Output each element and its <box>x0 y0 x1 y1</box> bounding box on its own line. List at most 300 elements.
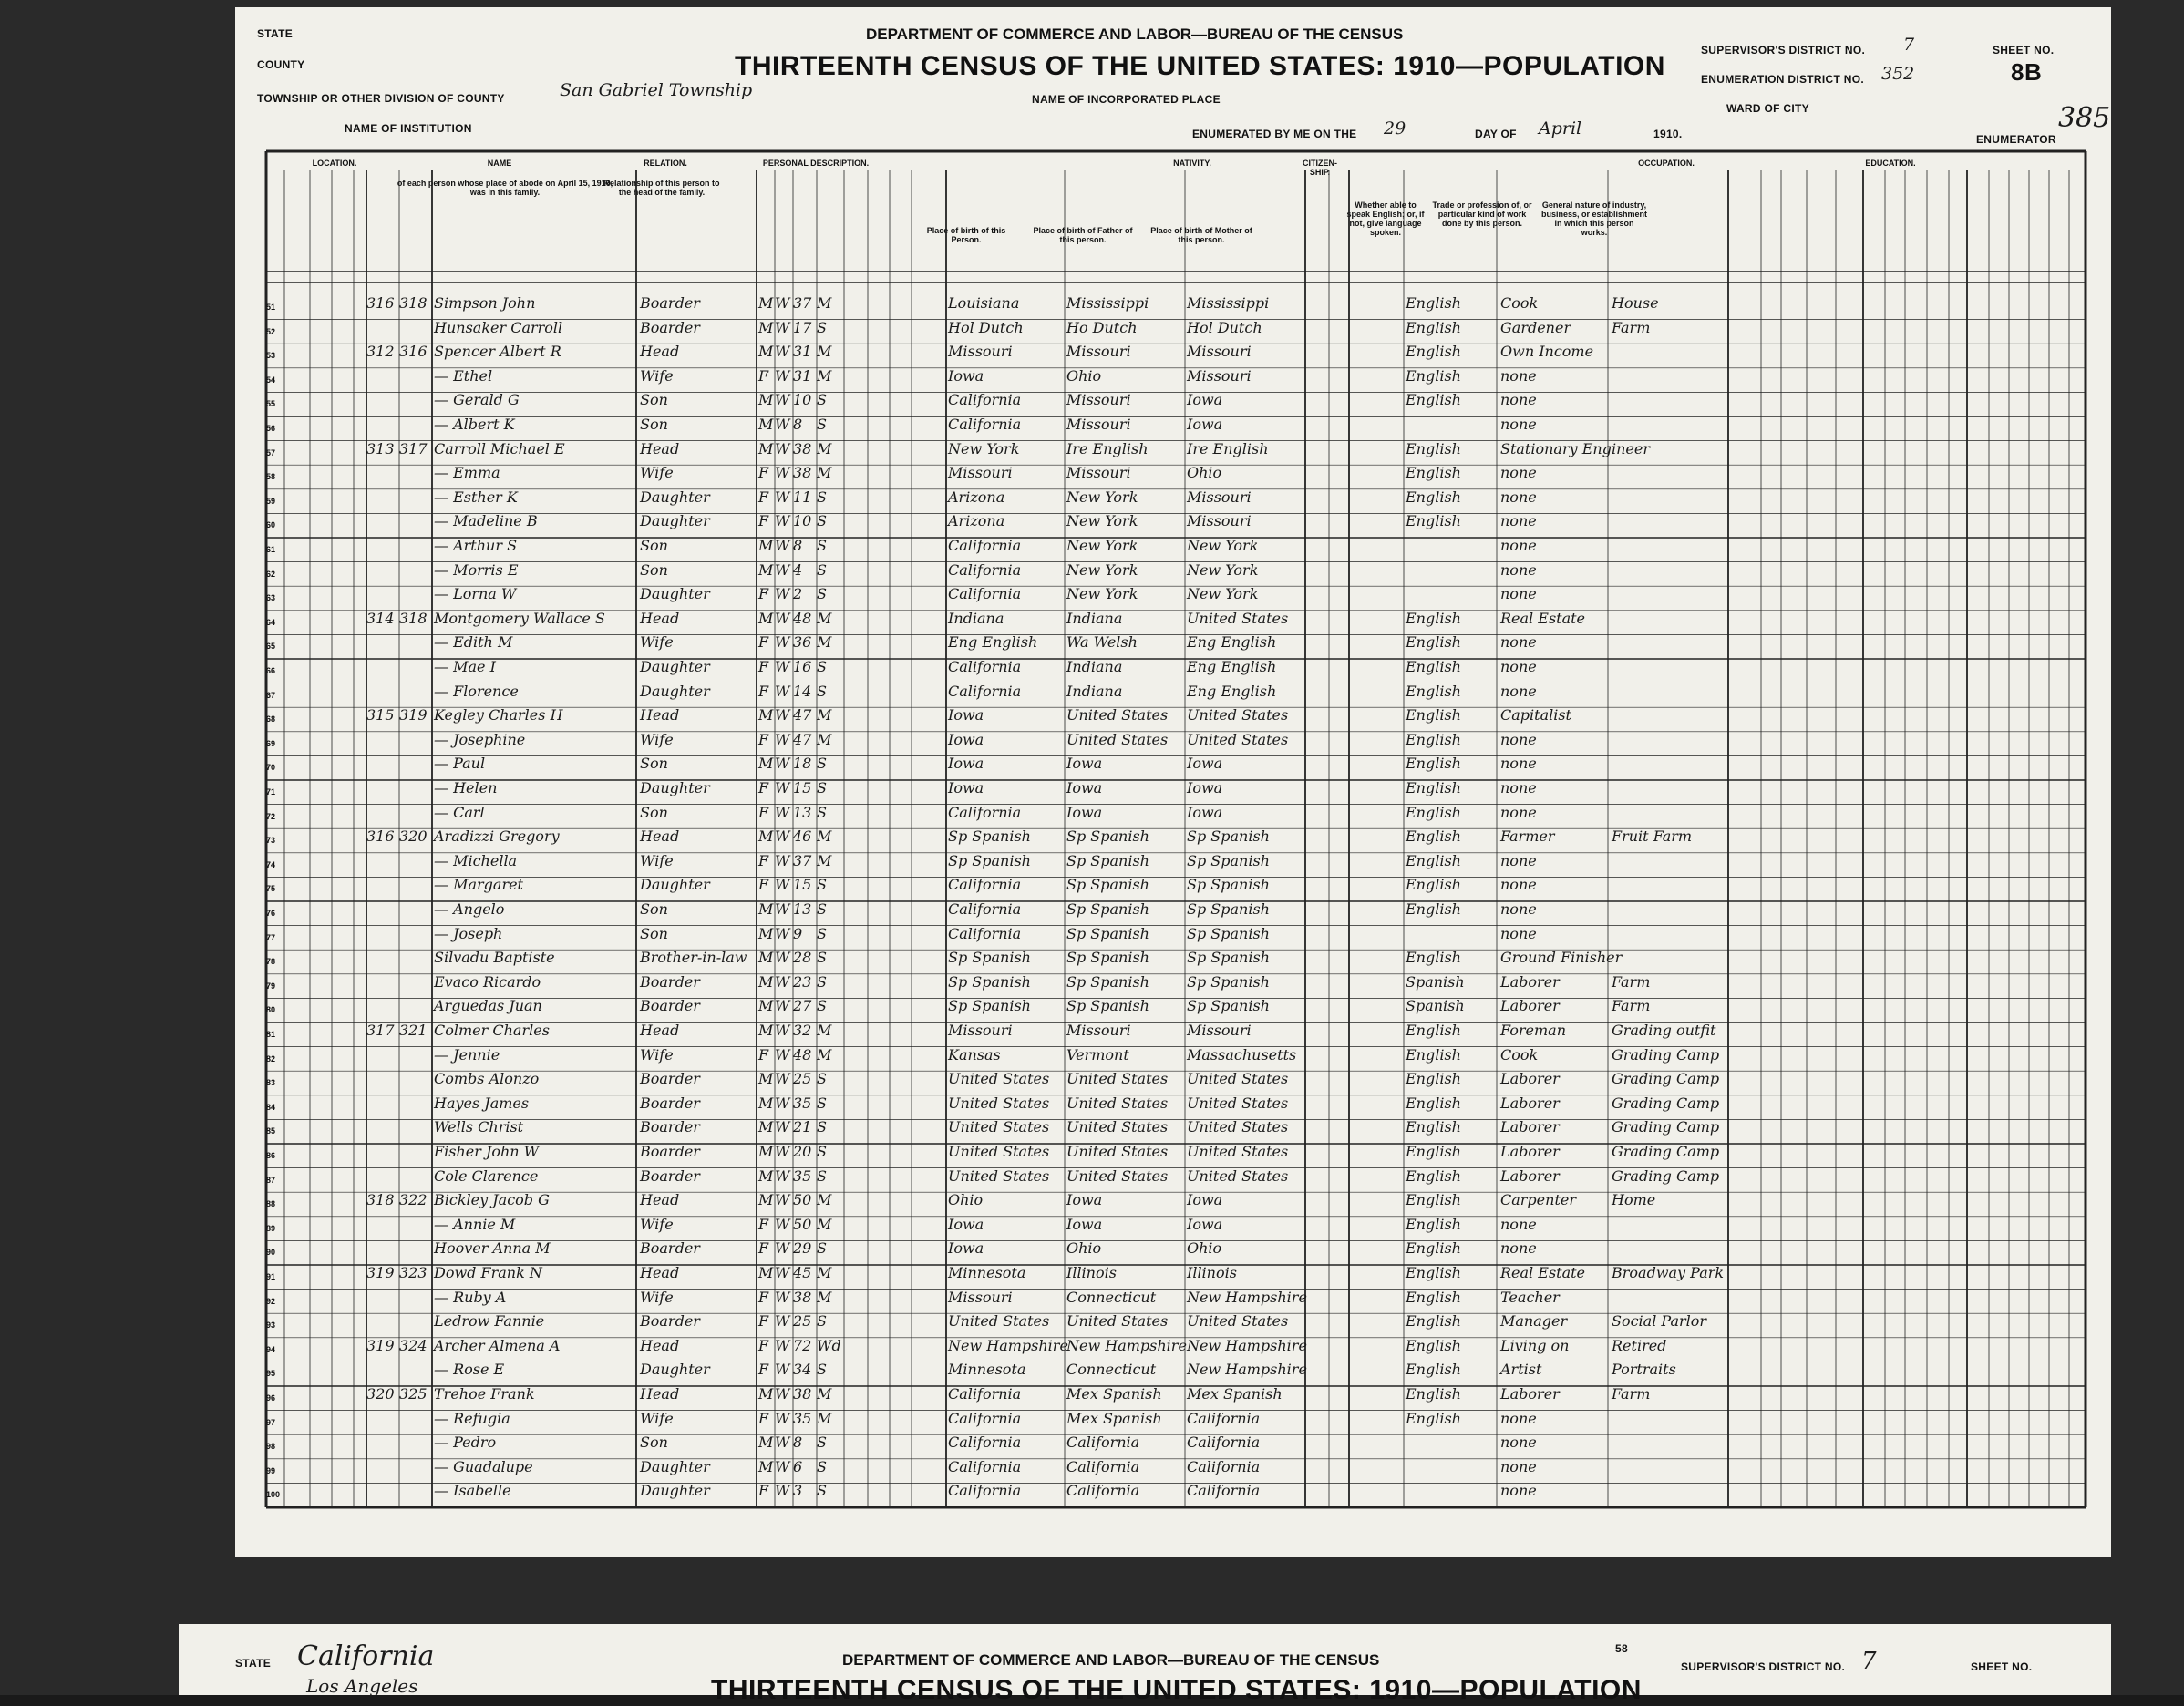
cell-trade: none <box>1500 391 1537 409</box>
group-personal: PERSONAL DESCRIPTION. <box>762 159 870 168</box>
cell-trade: Laborer <box>1500 1118 1560 1136</box>
cell-sex: M <box>758 294 774 312</box>
cell-born: United States <box>948 1312 1050 1331</box>
cell-marital: S <box>817 972 827 991</box>
cell-sex: M <box>758 318 774 336</box>
cell-born: California <box>948 803 1022 821</box>
cell-mother: New York <box>1187 537 1259 554</box>
cell-sex: F <box>758 633 769 652</box>
cell-sex: M <box>758 609 774 627</box>
cell-born: Ohio <box>948 1191 984 1209</box>
cell-born: Sp Spanish <box>948 949 1031 967</box>
cell-father: Sp Spanish <box>1066 876 1149 894</box>
cell-name: — Paul <box>434 755 486 773</box>
cell-father: Sp Spanish <box>1066 851 1149 869</box>
cell-lang: English <box>1406 730 1461 748</box>
cell-trade: none <box>1500 512 1537 530</box>
cell-age: 15 <box>793 779 812 796</box>
cell-trade: none <box>1500 1482 1537 1500</box>
cell-marital: S <box>817 1094 827 1112</box>
ward-label: WARD OF CITY <box>1726 102 1809 115</box>
cell-name: Archer Almena A <box>434 1336 561 1354</box>
cell-relation: Wife <box>640 633 674 652</box>
cell-born: California <box>948 900 1022 918</box>
cell-sex: M <box>758 997 774 1015</box>
cell-lang: English <box>1406 318 1461 336</box>
cell-relation: Daughter <box>640 1361 710 1379</box>
cell-age: 25 <box>793 1312 812 1331</box>
cell-born: Indiana <box>948 609 1004 627</box>
cell-name: Cole Clarence <box>434 1166 539 1185</box>
cell-name: Trehoe Frank <box>434 1385 535 1403</box>
cell-marital: S <box>817 803 827 821</box>
cell-relation: Daughter <box>640 682 710 700</box>
cell-trade: none <box>1500 416 1537 433</box>
cell-father: California <box>1066 1457 1140 1475</box>
cell-mother: Mississippi <box>1187 294 1270 312</box>
cell-race: W <box>775 924 790 942</box>
cell-race: W <box>775 1361 790 1379</box>
cell-mother: Sp Spanish <box>1187 851 1270 869</box>
cell-sex: F <box>758 730 769 748</box>
cell-lang: English <box>1406 1312 1461 1331</box>
cell-mother: California <box>1187 1409 1261 1427</box>
cell-trade: none <box>1500 560 1537 579</box>
cell-dwelling: 319 <box>366 1336 395 1354</box>
cell-lang: English <box>1406 1385 1461 1403</box>
cell-trade: none <box>1500 900 1537 918</box>
cell-family: 324 <box>399 1336 428 1354</box>
cell-marital: S <box>817 560 827 579</box>
cell-sex: F <box>758 464 769 482</box>
cell-born: Iowa <box>948 779 984 796</box>
cell-father: Illinois <box>1066 1264 1117 1281</box>
cell-father: Iowa <box>1066 755 1103 773</box>
cell-marital: S <box>817 512 827 530</box>
cell-name: Simpson John <box>434 294 536 312</box>
cell-name: — Refugia <box>434 1409 510 1427</box>
cell-name: — Pedro <box>434 1434 497 1452</box>
cell-age: 17 <box>793 318 812 336</box>
cell-mother: Iowa <box>1187 755 1223 773</box>
cell-line: 60 <box>266 520 276 530</box>
cell-sex: F <box>758 585 769 603</box>
cell-marital: S <box>817 1070 827 1088</box>
cell-age: 16 <box>793 658 812 675</box>
cell-mother: New York <box>1187 585 1259 603</box>
cell-line: 76 <box>266 909 276 918</box>
cell-father: Iowa <box>1066 1191 1103 1209</box>
cell-race: W <box>775 1143 790 1160</box>
cell-mother: United States <box>1187 609 1289 627</box>
cell-industry: Portraits <box>1612 1361 1676 1379</box>
cell-mother: Eng English <box>1187 633 1277 652</box>
group-occupation: OCCUPATION. <box>1638 159 1695 168</box>
next-sheet-label: SHEET NO. <box>1971 1660 2033 1673</box>
cell-born: Missouri <box>948 1288 1013 1306</box>
cell-age: 8 <box>793 537 803 554</box>
cell-trade: Cook <box>1500 294 1539 312</box>
cell-age: 72 <box>793 1336 812 1354</box>
cell-line: 94 <box>266 1344 276 1354</box>
cell-marital: M <box>817 730 832 748</box>
cell-name: — Mae I <box>434 658 496 675</box>
cell-trade: Own Income <box>1500 343 1594 361</box>
cell-industry: Grading outfit <box>1612 1022 1716 1039</box>
cell-relation: Son <box>640 755 668 773</box>
cell-age: 31 <box>793 343 812 361</box>
cell-father: Vermont <box>1066 1045 1129 1064</box>
cell-line: 95 <box>266 1369 276 1379</box>
cell-race: W <box>775 1166 790 1185</box>
cell-marital: M <box>817 827 832 846</box>
cell-sex: F <box>758 1045 769 1064</box>
cell-lang: English <box>1406 803 1461 821</box>
cell-race: W <box>775 488 790 506</box>
group-relation: RELATION. <box>644 159 687 168</box>
cell-race: W <box>775 439 790 457</box>
cell-name: Combs Alonzo <box>434 1070 540 1088</box>
cell-age: 21 <box>793 1118 812 1136</box>
cell-father: Missouri <box>1066 1022 1131 1039</box>
cell-sex: M <box>758 900 774 918</box>
cell-line: 64 <box>266 617 276 627</box>
cell-age: 27 <box>793 997 812 1015</box>
cell-age: 38 <box>793 464 812 482</box>
cell-father: Indiana <box>1066 658 1123 675</box>
cell-lang: English <box>1406 633 1461 652</box>
cell-race: W <box>775 972 790 991</box>
cell-race: W <box>775 416 790 433</box>
cell-line: 66 <box>266 666 276 675</box>
cell-race: W <box>775 803 790 821</box>
cell-race: W <box>775 900 790 918</box>
cell-age: 47 <box>793 706 812 725</box>
header-trade: Trade or profession of, or particular kind of work done by this person. <box>1432 200 1532 228</box>
cell-line: 69 <box>266 738 276 748</box>
header-relation-desc: Relationship of this person to the head of the family. <box>603 179 720 197</box>
cell-family: 323 <box>399 1264 428 1281</box>
cell-born: United States <box>948 1118 1050 1136</box>
cell-father: United States <box>1066 1166 1169 1185</box>
cell-name: Bickley Jacob G <box>434 1191 550 1209</box>
cell-relation: Wife <box>640 1045 674 1064</box>
cell-sex: F <box>758 1361 769 1379</box>
header-industry: General nature of industry, business, or establishment in which this person works. <box>1540 200 1648 237</box>
cell-age: 13 <box>793 900 812 918</box>
cell-name: — Rose E <box>434 1361 505 1379</box>
cell-born: Kansas <box>948 1045 1001 1064</box>
cell-mother: United States <box>1187 1166 1289 1185</box>
cell-relation: Daughter <box>640 488 710 506</box>
cell-lang: English <box>1406 706 1461 725</box>
cell-trade: Manager <box>1500 1312 1568 1331</box>
cell-line: 56 <box>266 424 276 433</box>
census-sheet <box>235 7 2111 1557</box>
cell-mother: Missouri <box>1187 366 1252 385</box>
cell-marital: S <box>817 900 827 918</box>
cell-father: Iowa <box>1066 779 1103 796</box>
cell-sex: M <box>758 827 774 846</box>
cell-relation: Daughter <box>640 1457 710 1475</box>
cell-marital: M <box>817 366 832 385</box>
cell-sex: M <box>758 1022 774 1039</box>
cell-trade: Capitalist <box>1500 706 1571 725</box>
cell-trade: none <box>1500 682 1537 700</box>
cell-relation: Head <box>640 609 680 627</box>
cell-race: W <box>775 1434 790 1452</box>
cell-lang: English <box>1406 1070 1461 1088</box>
cell-race: W <box>775 1022 790 1039</box>
cell-marital: S <box>817 779 827 796</box>
cell-born: California <box>948 1457 1022 1475</box>
cell-relation: Wife <box>640 464 674 482</box>
cell-trade: none <box>1500 537 1537 554</box>
cell-trade: none <box>1500 366 1537 385</box>
cell-marital: S <box>817 682 827 700</box>
cell-born: Iowa <box>948 755 984 773</box>
cell-mother: Missouri <box>1187 343 1252 361</box>
cell-race: W <box>775 730 790 748</box>
cell-father: Iowa <box>1066 1215 1103 1233</box>
cell-trade: Stationary Engineer <box>1500 439 1650 457</box>
cell-father: United States <box>1066 1118 1169 1136</box>
cell-born: California <box>948 1409 1022 1427</box>
cell-dwelling: 315 <box>366 706 395 725</box>
cell-name: Ledrow Fannie <box>434 1312 545 1331</box>
cell-trade: none <box>1500 851 1537 869</box>
cell-relation: Boarder <box>640 972 700 991</box>
cell-father: Sp Spanish <box>1066 900 1149 918</box>
cell-sex: F <box>758 1336 769 1354</box>
cell-industry: House <box>1612 294 1659 312</box>
cell-lang: English <box>1406 1239 1461 1258</box>
cell-age: 11 <box>793 488 812 506</box>
cell-mother: United States <box>1187 1094 1289 1112</box>
cell-race: W <box>775 1239 790 1258</box>
cell-marital: M <box>817 1215 832 1233</box>
cell-marital: S <box>817 585 827 603</box>
cell-marital: M <box>817 343 832 361</box>
cell-name: Kegley Charles H <box>434 706 563 725</box>
cell-trade: Teacher <box>1500 1288 1560 1306</box>
cell-line: 87 <box>266 1175 276 1185</box>
cell-marital: S <box>817 416 827 433</box>
cell-lang: English <box>1406 1191 1461 1209</box>
cell-family: 322 <box>399 1191 428 1209</box>
cell-name: — Annie M <box>434 1215 516 1233</box>
cell-mother: Mex Spanish <box>1187 1385 1283 1403</box>
group-education: EDUCATION. <box>1865 159 1916 168</box>
cell-age: 37 <box>793 294 812 312</box>
cell-born: California <box>948 585 1022 603</box>
cell-race: W <box>775 1312 790 1331</box>
cell-mother: Ohio <box>1187 464 1222 482</box>
cell-mother: New Hampshire <box>1187 1361 1307 1379</box>
cell-marital: M <box>817 1045 832 1064</box>
cell-line: 59 <box>266 496 276 506</box>
cell-marital: Wd <box>817 1336 841 1354</box>
cell-name: — Isabelle <box>434 1482 511 1500</box>
cell-name: — Margaret <box>434 876 523 894</box>
cell-line: 81 <box>266 1030 276 1039</box>
cell-lang: English <box>1406 1118 1461 1136</box>
cell-line: 65 <box>266 642 276 652</box>
cell-lang: English <box>1406 1288 1461 1306</box>
cell-age: 28 <box>793 949 812 967</box>
cell-marital: M <box>817 1385 832 1403</box>
cell-mother: Massachusetts <box>1187 1045 1297 1064</box>
cell-industry: Home <box>1612 1191 1656 1209</box>
cell-father: New York <box>1066 537 1138 554</box>
cell-trade: Laborer <box>1500 972 1560 991</box>
cell-line: 86 <box>266 1151 276 1160</box>
cell-father: United States <box>1066 1070 1169 1088</box>
header-name-desc: of each person whose place of abode on April 15, 1910, was in this family. <box>397 179 613 197</box>
cell-name: — Edith M <box>434 633 513 652</box>
enumerated-label: ENUMERATED BY ME ON THE <box>1192 128 1357 140</box>
cell-race: W <box>775 391 790 409</box>
county-label: COUNTY <box>257 58 305 71</box>
cell-mother: United States <box>1187 730 1289 748</box>
cell-family: 325 <box>399 1385 428 1403</box>
cell-father: United States <box>1066 1312 1169 1331</box>
cell-marital: M <box>817 1191 832 1209</box>
cell-line: 53 <box>266 351 276 361</box>
cell-marital: S <box>817 1118 827 1136</box>
cell-trade: none <box>1500 876 1537 894</box>
cell-marital: M <box>817 851 832 869</box>
cell-family: 320 <box>399 827 428 846</box>
cell-age: 8 <box>793 1434 803 1452</box>
cell-industry: Broadway Park <box>1612 1264 1725 1281</box>
cell-sex: F <box>758 779 769 796</box>
cell-age: 35 <box>793 1094 812 1112</box>
cell-born: Hol Dutch <box>948 318 1024 336</box>
cell-trade: Carpenter <box>1500 1191 1576 1209</box>
cell-sex: M <box>758 560 774 579</box>
cell-relation: Son <box>640 416 668 433</box>
cell-name: — Florence <box>434 682 519 700</box>
cell-line: 90 <box>266 1248 276 1258</box>
cell-line: 98 <box>266 1442 276 1452</box>
cell-relation: Wife <box>640 851 674 869</box>
cell-industry: Farm <box>1612 972 1651 991</box>
header-language: Whether able to speak English; or, if not, give language spoken. <box>1346 200 1425 237</box>
cell-line: 80 <box>266 1005 276 1015</box>
cell-age: 13 <box>793 803 812 821</box>
township-label: TOWNSHIP OR OTHER DIVISION OF COUNTY <box>257 92 505 105</box>
cell-born: California <box>948 537 1022 554</box>
cell-lang: English <box>1406 755 1461 773</box>
cell-marital: S <box>817 537 827 554</box>
cell-relation: Son <box>640 1434 668 1452</box>
cell-born: Sp Spanish <box>948 851 1031 869</box>
cell-race: W <box>775 1288 790 1306</box>
cell-age: 34 <box>793 1361 812 1379</box>
cell-race: W <box>775 658 790 675</box>
incorporated-label: NAME OF INCORPORATED PLACE <box>1032 93 1221 106</box>
cell-mother: Sp Spanish <box>1187 900 1270 918</box>
cell-trade: none <box>1500 464 1537 482</box>
cell-born: California <box>948 924 1022 942</box>
cell-marital: M <box>817 464 832 482</box>
supervisor-value: 7 <box>1903 35 1915 55</box>
cell-mother: United States <box>1187 1070 1289 1088</box>
cell-race: W <box>775 1045 790 1064</box>
cell-sex: M <box>758 1094 774 1112</box>
cell-line: 54 <box>266 375 276 385</box>
cell-born: Eng English <box>948 633 1038 652</box>
cell-age: 29 <box>793 1239 812 1258</box>
cell-born: Iowa <box>948 1239 984 1258</box>
cell-born: California <box>948 1385 1022 1403</box>
cell-line: 67 <box>266 690 276 700</box>
cell-mother: Missouri <box>1187 488 1252 506</box>
cell-age: 2 <box>793 585 803 603</box>
cell-lang: English <box>1406 1166 1461 1185</box>
cell-marital: S <box>817 318 827 336</box>
cell-marital: S <box>817 876 827 894</box>
cell-trade: none <box>1500 633 1537 652</box>
cell-trade: none <box>1500 1457 1537 1475</box>
cell-father: United States <box>1066 706 1169 725</box>
cell-mother: Illinois <box>1187 1264 1237 1281</box>
next-supervisor-label: SUPERVISOR'S DISTRICT NO. <box>1681 1660 1846 1673</box>
cell-born: Iowa <box>948 1215 984 1233</box>
cell-name: — Carl <box>434 803 485 821</box>
next-state-value: California <box>297 1640 435 1672</box>
cell-name: Dowd Frank N <box>434 1264 542 1281</box>
cell-lang: English <box>1406 900 1461 918</box>
cell-industry: Social Parlor <box>1612 1312 1707 1331</box>
cell-trade: Ground Finisher <box>1500 949 1623 967</box>
cell-race: W <box>775 779 790 796</box>
cell-father: Sp Spanish <box>1066 997 1149 1015</box>
cell-trade: none <box>1500 1434 1537 1452</box>
cell-race: W <box>775 464 790 482</box>
cell-name: — Madeline B <box>434 512 538 530</box>
cell-industry: Fruit Farm <box>1612 827 1693 846</box>
cell-born: California <box>948 560 1022 579</box>
cell-mother: United States <box>1187 1312 1289 1331</box>
cell-name: Wells Christ <box>434 1118 524 1136</box>
cell-father: California <box>1066 1434 1140 1452</box>
cell-line: 70 <box>266 763 276 773</box>
cell-line: 82 <box>266 1053 276 1064</box>
cell-marital: S <box>817 997 827 1015</box>
cell-line: 63 <box>266 593 276 603</box>
cell-relation: Son <box>640 803 668 821</box>
cell-relation: Boarder <box>640 318 700 336</box>
cell-relation: Brother-in-law <box>640 949 747 967</box>
cell-mother: United States <box>1187 706 1289 725</box>
cell-name: Spencer Albert R <box>434 343 561 361</box>
cell-born: Sp Spanish <box>948 827 1031 846</box>
cell-father: Ho Dutch <box>1066 318 1138 336</box>
cell-sex: F <box>758 658 769 675</box>
cell-family: 319 <box>399 706 428 725</box>
cell-born: California <box>948 391 1022 409</box>
next-sheet-strip <box>179 1624 2111 1705</box>
cell-born: Minnesota <box>948 1361 1026 1379</box>
cell-lang: English <box>1406 294 1461 312</box>
cell-race: W <box>775 585 790 603</box>
cell-trade: Living on <box>1500 1336 1570 1354</box>
group-citizenship: CITIZEN-SHIP. <box>1303 159 1337 177</box>
enumerated-day: 29 <box>1384 118 1406 139</box>
cell-mother: Iowa <box>1187 416 1223 433</box>
